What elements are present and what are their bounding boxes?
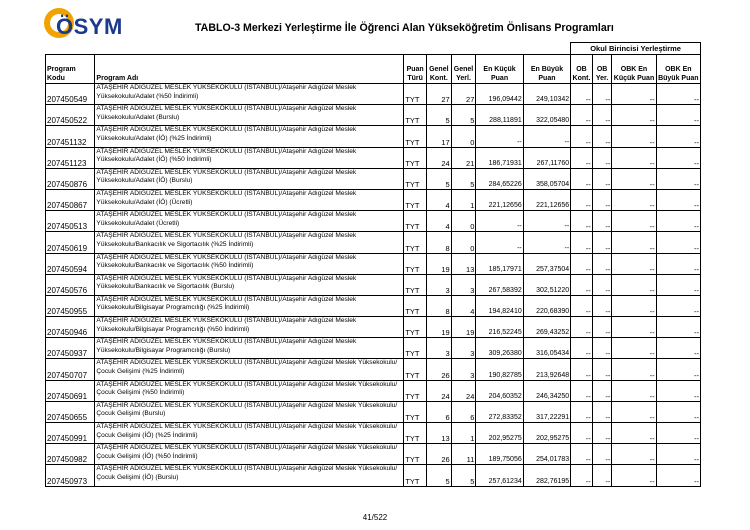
cell-obkmax: -- [656, 295, 700, 316]
cell-obkmin: -- [612, 232, 656, 253]
cell-type: TYT [404, 359, 427, 380]
cell-quota: 24 [426, 147, 451, 168]
cell-min: 288,11891 [476, 105, 523, 126]
cell-type: TYT [404, 317, 427, 338]
cell-code: 207450619 [46, 232, 95, 253]
table-row [46, 423, 701, 444]
cell-max: 213,92648 [523, 359, 570, 380]
cell-placed: 5 [451, 105, 476, 126]
cell-min: 272,83352 [476, 401, 523, 422]
cell-obkmin: -- [612, 84, 656, 105]
cell-placed: 27 [451, 84, 476, 105]
cell-name: ATAŞEHİR ADIGÜZEL MESLEK YÜKSEKOKULU (İSTANBUL)/Ataşehir Adıgüzel Meslek Yüksekokulu/Çocuk Gelişimi (%25 İndirimli) [95, 359, 404, 380]
cell-placed: 24 [451, 380, 476, 401]
cell-obkmax: -- [656, 465, 700, 486]
table-row [46, 380, 701, 401]
cell-name: ATAŞEHİR ADIGÜZEL MESLEK YÜKSEKOKULU (İSTANBUL)/Ataşehir Adıgüzel Meslek Yüksekokulu/Adalet (İÖ) (Ücretli) [95, 189, 404, 210]
cell-obkmin: -- [612, 401, 656, 422]
table-row [46, 338, 701, 359]
cell-min: 284,65226 [476, 168, 523, 189]
cell-oby: -- [592, 253, 612, 274]
col-score-type: Puan Türü [404, 55, 427, 84]
cell-type: TYT [404, 253, 427, 274]
cell-obkmin: -- [612, 295, 656, 316]
cell-name: ATAŞEHİR ADIGÜZEL MESLEK YÜKSEKOKULU (İSTANBUL)/Ataşehir Adıgüzel Meslek Yüksekokulu/Çocuk Gelişimi (%50 İndirimli) [95, 380, 404, 401]
cell-obq: -- [571, 444, 593, 465]
cell-type: TYT [404, 126, 427, 147]
cell-obkmin: -- [612, 465, 656, 486]
table-row [46, 232, 701, 253]
cell-oby: -- [592, 401, 612, 422]
col-program-code: Program Kodu [46, 55, 95, 84]
col-placed: Genel Yerl. [451, 55, 476, 84]
cell-quota: 17 [426, 126, 451, 147]
cell-obq: -- [571, 253, 593, 274]
cell-oby: -- [592, 189, 612, 210]
col-obk-max: OBK En Büyük Puan [656, 55, 700, 84]
cell-max: 267,11760 [523, 147, 570, 168]
cell-oby: -- [592, 317, 612, 338]
cell-code: 207451132 [46, 126, 95, 147]
cell-min: 194,82410 [476, 295, 523, 316]
cell-obq: -- [571, 84, 593, 105]
programs-table [45, 42, 701, 487]
cell-max: 302,51220 [523, 274, 570, 295]
cell-obq: -- [571, 105, 593, 126]
cell-min: 185,17971 [476, 253, 523, 274]
cell-obkmax: -- [656, 253, 700, 274]
group-header: Okul Birincisi Yerleştirme [571, 43, 701, 55]
osym-logo [44, 8, 164, 42]
cell-obkmin: -- [612, 126, 656, 147]
cell-placed: 4 [451, 295, 476, 316]
cell-name: ATAŞEHİR ADIGÜZEL MESLEK YÜKSEKOKULU (İSTANBUL)/Ataşehir Adıgüzel Meslek Yüksekokulu/Bilgisayar Programcılığı (%25 İndirimli) [95, 295, 404, 316]
cell-code: 207450991 [46, 423, 95, 444]
cell-obq: -- [571, 359, 593, 380]
cell-name: ATAŞEHİR ADIGÜZEL MESLEK YÜKSEKOKULU (İSTANBUL)/Ataşehir Adıgüzel Meslek Yüksekokulu/Adalet (İÖ) (Burslu) [95, 168, 404, 189]
cell-type: TYT [404, 84, 427, 105]
table-row [46, 295, 701, 316]
cell-placed: 6 [451, 401, 476, 422]
cell-type: TYT [404, 147, 427, 168]
cell-oby: -- [592, 147, 612, 168]
cell-code: 207450691 [46, 380, 95, 401]
cell-min: 186,71931 [476, 147, 523, 168]
table-row [46, 147, 701, 168]
cell-quota: 4 [426, 211, 451, 232]
cell-quota: 24 [426, 380, 451, 401]
cell-oby: -- [592, 126, 612, 147]
cell-max: 202,95275 [523, 423, 570, 444]
cell-code: 207450982 [46, 444, 95, 465]
table-row [46, 444, 701, 465]
cell-type: TYT [404, 423, 427, 444]
cell-max: 282,76195 [523, 465, 570, 486]
cell-max: 221,12656 [523, 189, 570, 210]
cell-type: TYT [404, 444, 427, 465]
cell-name: ATAŞEHİR ADIGÜZEL MESLEK YÜKSEKOKULU (İSTANBUL)/Ataşehir Adıgüzel Meslek Yüksekokulu/Bankacılık ve Sigortacılık (%25 İndirimli) [95, 232, 404, 253]
cell-min: -- [476, 232, 523, 253]
cell-obkmax: -- [656, 338, 700, 359]
cell-code: 207450655 [46, 401, 95, 422]
table-row [46, 211, 701, 232]
cell-max: 317,22291 [523, 401, 570, 422]
col-min-score: En Küçük Puan [476, 55, 523, 84]
cell-placed: 5 [451, 168, 476, 189]
cell-type: TYT [404, 274, 427, 295]
cell-code: 207450549 [46, 84, 95, 105]
cell-name: ATAŞEHİR ADIGÜZEL MESLEK YÜKSEKOKULU (İSTANBUL)/Ataşehir Adıgüzel Meslek Yüksekokulu/Bankacılık ve Sigortacılık (%50 İndirimli) [95, 253, 404, 274]
col-obk-min: OBK En Küçük Puan [612, 55, 656, 84]
cell-obkmax: -- [656, 84, 700, 105]
cell-placed: 13 [451, 253, 476, 274]
cell-min: 267,58392 [476, 274, 523, 295]
cell-min: 221,12656 [476, 189, 523, 210]
table-row [46, 317, 701, 338]
table-row [46, 401, 701, 422]
cell-quota: 8 [426, 232, 451, 253]
cell-code: 207450513 [46, 211, 95, 232]
cell-name: ATAŞEHİR ADIGÜZEL MESLEK YÜKSEKOKULU (İSTANBUL)/Ataşehir Adıgüzel Meslek Yüksekokulu/Adalet (Ücretli) [95, 211, 404, 232]
cell-obq: -- [571, 147, 593, 168]
cell-quota: 3 [426, 338, 451, 359]
cell-oby: -- [592, 444, 612, 465]
cell-obq: -- [571, 211, 593, 232]
cell-type: TYT [404, 401, 427, 422]
cell-obkmax: -- [656, 317, 700, 338]
cell-obkmin: -- [612, 380, 656, 401]
cell-name: ATAŞEHİR ADIGÜZEL MESLEK YÜKSEKOKULU (İSTANBUL)/Ataşehir Adıgüzel Meslek Yüksekokulu/Bilgisayar Programcılığı (%50 İndirimli) [95, 317, 404, 338]
cell-name: ATAŞEHİR ADIGÜZEL MESLEK YÜKSEKOKULU (İSTANBUL)/Ataşehir Adıgüzel Meslek Yüksekokulu/Adalet (Burslu) [95, 105, 404, 126]
cell-placed: 1 [451, 189, 476, 210]
cell-obkmax: -- [656, 401, 700, 422]
cell-placed: 5 [451, 465, 476, 486]
table-row [46, 84, 701, 105]
cell-type: TYT [404, 211, 427, 232]
cell-placed: 1 [451, 423, 476, 444]
cell-quota: 3 [426, 274, 451, 295]
cell-name: ATAŞEHİR ADIGÜZEL MESLEK YÜKSEKOKULU (İSTANBUL)/Ataşehir Adıgüzel Meslek Yüksekokulu/Çocuk Gelişimi (Burslu) [95, 401, 404, 422]
table-row [46, 465, 701, 486]
cell-code: 207450946 [46, 317, 95, 338]
cell-name: ATAŞEHİR ADIGÜZEL MESLEK YÜKSEKOKULU (İSTANBUL)/Ataşehir Adıgüzel Meslek Yüksekokulu/Çocuk Gelişimi (İÖ) (Burslu) [95, 465, 404, 486]
cell-obq: -- [571, 465, 593, 486]
cell-obkmin: -- [612, 147, 656, 168]
table-row [46, 126, 701, 147]
cell-max: 254,01783 [523, 444, 570, 465]
cell-code: 207450576 [46, 274, 95, 295]
cell-min: -- [476, 211, 523, 232]
cell-oby: -- [592, 105, 612, 126]
table-row [46, 274, 701, 295]
cell-obkmax: -- [656, 423, 700, 444]
cell-oby: -- [592, 274, 612, 295]
cell-type: TYT [404, 465, 427, 486]
cell-obkmax: -- [656, 105, 700, 126]
cell-obkmin: -- [612, 189, 656, 210]
cell-obq: -- [571, 189, 593, 210]
cell-quota: 27 [426, 84, 451, 105]
cell-max: -- [523, 211, 570, 232]
cell-type: TYT [404, 338, 427, 359]
cell-min: 257,61234 [476, 465, 523, 486]
cell-quota: 5 [426, 168, 451, 189]
table-row [46, 359, 701, 380]
cell-obkmin: -- [612, 359, 656, 380]
cell-placed: 3 [451, 338, 476, 359]
cell-obkmax: -- [656, 380, 700, 401]
col-max-score: En Büyük Puan [523, 55, 570, 84]
cell-type: TYT [404, 232, 427, 253]
cell-quota: 19 [426, 317, 451, 338]
cell-quota: 8 [426, 295, 451, 316]
cell-max: -- [523, 126, 570, 147]
cell-obkmax: -- [656, 147, 700, 168]
cell-max: 257,37504 [523, 253, 570, 274]
cell-placed: 0 [451, 211, 476, 232]
cell-obkmax: -- [656, 232, 700, 253]
cell-oby: -- [592, 465, 612, 486]
table-row [46, 189, 701, 210]
cell-obkmax: -- [656, 211, 700, 232]
cell-min: 309,26380 [476, 338, 523, 359]
cell-code: 207450937 [46, 338, 95, 359]
cell-type: TYT [404, 168, 427, 189]
cell-max: 358,05704 [523, 168, 570, 189]
cell-min: 196,09442 [476, 84, 523, 105]
col-program-name: Program Adı [95, 55, 404, 84]
cell-oby: -- [592, 84, 612, 105]
col-ob-quota: OB Kont. [571, 55, 593, 84]
cell-obkmax: -- [656, 359, 700, 380]
cell-code: 207450707 [46, 359, 95, 380]
cell-quota: 26 [426, 444, 451, 465]
cell-obkmin: -- [612, 338, 656, 359]
cell-quota: 13 [426, 423, 451, 444]
cell-name: ATAŞEHİR ADIGÜZEL MESLEK YÜKSEKOKULU (İSTANBUL)/Ataşehir Adıgüzel Meslek Yüksekokulu/Bankacılık ve Sigortacılık (Burslu) [95, 274, 404, 295]
cell-quota: 19 [426, 253, 451, 274]
page-title: TABLO-3 Merkezi Yerleştirme İle Öğrenci Alan Yükseköğretim Önlisans Programları [195, 22, 614, 34]
cell-oby: -- [592, 359, 612, 380]
cell-code: 207450876 [46, 168, 95, 189]
cell-obkmax: -- [656, 168, 700, 189]
cell-obkmin: -- [612, 423, 656, 444]
cell-oby: -- [592, 338, 612, 359]
cell-obq: -- [571, 317, 593, 338]
cell-min: 202,95275 [476, 423, 523, 444]
cell-max: 246,34250 [523, 380, 570, 401]
col-quota: Genel Kont. [426, 55, 451, 84]
cell-name: ATAŞEHİR ADIGÜZEL MESLEK YÜKSEKOKULU (İSTANBUL)/Ataşehir Adıgüzel Meslek Yüksekokulu/Çocuk Gelişimi (İÖ) (%25 İndirimli) [95, 423, 404, 444]
cell-placed: 3 [451, 274, 476, 295]
cell-name: ATAŞEHİR ADIGÜZEL MESLEK YÜKSEKOKULU (İSTANBUL)/Ataşehir Adıgüzel Meslek Yüksekokulu/Adalet (%50 İndirimli) [95, 84, 404, 105]
cell-type: TYT [404, 295, 427, 316]
logo-text: ÖSYM [56, 14, 123, 39]
cell-obkmax: -- [656, 126, 700, 147]
cell-placed: 0 [451, 232, 476, 253]
cell-min: 190,82785 [476, 359, 523, 380]
cell-quota: 4 [426, 189, 451, 210]
cell-obq: -- [571, 401, 593, 422]
cell-code: 207451123 [46, 147, 95, 168]
cell-max: 220,68390 [523, 295, 570, 316]
cell-name: ATAŞEHİR ADIGÜZEL MESLEK YÜKSEKOKULU (İSTANBUL)/Ataşehir Adıgüzel Meslek Yüksekokulu/Adalet (İÖ) (%25 İndirimli) [95, 126, 404, 147]
cell-code: 207450973 [46, 465, 95, 486]
cell-min: 189,75056 [476, 444, 523, 465]
cell-obq: -- [571, 126, 593, 147]
cell-oby: -- [592, 211, 612, 232]
cell-quota: 5 [426, 105, 451, 126]
cell-obq: -- [571, 380, 593, 401]
cell-obkmin: -- [612, 444, 656, 465]
cell-obq: -- [571, 338, 593, 359]
col-ob-placed: OB Yer. [592, 55, 612, 84]
cell-code: 207450867 [46, 189, 95, 210]
page-number: 41/522 [362, 513, 388, 522]
cell-obq: -- [571, 232, 593, 253]
cell-placed: 11 [451, 444, 476, 465]
cell-max: 316,05434 [523, 338, 570, 359]
cell-quota: 26 [426, 359, 451, 380]
table-row [46, 253, 701, 274]
cell-oby: -- [592, 423, 612, 444]
cell-code: 207450955 [46, 295, 95, 316]
cell-obkmin: -- [612, 253, 656, 274]
cell-min: 204,60352 [476, 380, 523, 401]
cell-oby: -- [592, 168, 612, 189]
cell-min: -- [476, 126, 523, 147]
cell-type: TYT [404, 105, 427, 126]
cell-obkmax: -- [656, 444, 700, 465]
cell-quota: 5 [426, 465, 451, 486]
cell-max: 249,10342 [523, 84, 570, 105]
cell-type: TYT [404, 189, 427, 210]
cell-max: -- [523, 232, 570, 253]
cell-max: 322,05480 [523, 105, 570, 126]
cell-obq: -- [571, 423, 593, 444]
cell-placed: 0 [451, 126, 476, 147]
table-row [46, 105, 701, 126]
cell-name: ATAŞEHİR ADIGÜZEL MESLEK YÜKSEKOKULU (İSTANBUL)/Ataşehir Adıgüzel Meslek Yüksekokulu/Çocuk Gelişimi (İÖ) (%50 İndirimli) [95, 444, 404, 465]
cell-type: TYT [404, 380, 427, 401]
cell-obkmax: -- [656, 189, 700, 210]
cell-obq: -- [571, 295, 593, 316]
table-row [46, 168, 701, 189]
cell-code: 207450594 [46, 253, 95, 274]
cell-oby: -- [592, 380, 612, 401]
cell-quota: 6 [426, 401, 451, 422]
cell-min: 216,52245 [476, 317, 523, 338]
cell-obq: -- [571, 168, 593, 189]
cell-obq: -- [571, 274, 593, 295]
cell-obkmin: -- [612, 211, 656, 232]
cell-placed: 19 [451, 317, 476, 338]
cell-obkmin: -- [612, 105, 656, 126]
cell-max: 269,43252 [523, 317, 570, 338]
cell-name: ATAŞEHİR ADIGÜZEL MESLEK YÜKSEKOKULU (İSTANBUL)/Ataşehir Adıgüzel Meslek Yüksekokulu/Adalet (İÖ) (%50 İndirimli) [95, 147, 404, 168]
cell-oby: -- [592, 295, 612, 316]
cell-obkmax: -- [656, 274, 700, 295]
cell-name: ATAŞEHİR ADIGÜZEL MESLEK YÜKSEKOKULU (İSTANBUL)/Ataşehir Adıgüzel Meslek Yüksekokulu/Bilgisayar Programcılığı (Burslu) [95, 338, 404, 359]
cell-placed: 3 [451, 359, 476, 380]
cell-code: 207450522 [46, 105, 95, 126]
cell-obkmin: -- [612, 168, 656, 189]
cell-obkmin: -- [612, 274, 656, 295]
cell-oby: -- [592, 232, 612, 253]
cell-placed: 21 [451, 147, 476, 168]
cell-obkmin: -- [612, 317, 656, 338]
